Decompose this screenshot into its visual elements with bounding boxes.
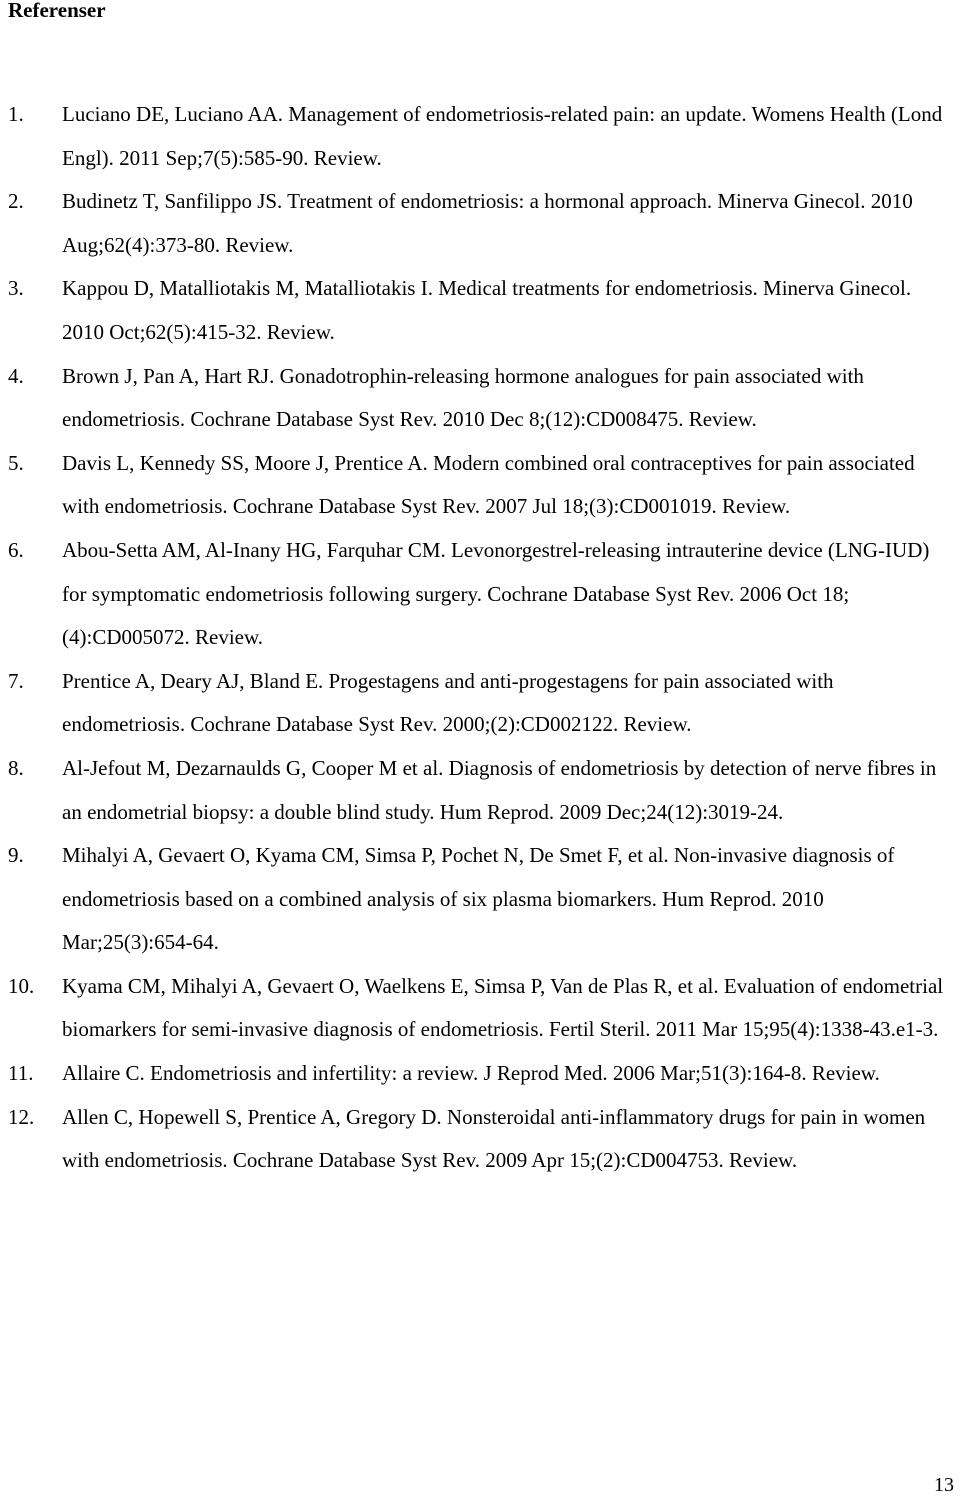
- reference-item: [0, 529, 960, 660]
- reference-number: 11.: [8, 1061, 34, 1086]
- reference-item: [0, 93, 960, 180]
- reference-number: 5.: [8, 450, 24, 475]
- page-title: Referenser: [8, 0, 106, 22]
- reference-text: Kappou D, Matalliotakis M, Matalliotakis I. Medical treatments for endometriosis. Minerva Ginecol. 2010 Oct;62(5):415-32. Review.: [62, 276, 912, 344]
- reference-number: 6.: [8, 537, 24, 562]
- reference-item: [0, 180, 960, 267]
- reference-item: [0, 1096, 960, 1183]
- reference-item: [0, 442, 960, 529]
- reference-number: 8.: [8, 755, 24, 780]
- reference-number: 12.: [8, 1104, 35, 1129]
- reference-item: [0, 747, 960, 834]
- reference-number: 1.: [8, 102, 24, 126]
- reference-item: [0, 1052, 960, 1096]
- reference-number: 2.: [8, 189, 24, 214]
- reference-text: Kyama CM, Mihalyi A, Gevaert O, Waelkens E, Simsa P, Van de Plas R, et al. Evaluation of endometrial biomarkers for semi-invasive diagnosis of endometriosis. Fertil Steril. 2011 Mar 15;95(4):1338-43.e1-3.: [62, 973, 944, 1042]
- reference-text: Prentice A, Deary AJ, Bland E. Progestagens and anti-progestagens for pain associated with endometriosis. Cochrane Database Syst Rev. 2000;(2):CD002122. Review.: [62, 668, 834, 737]
- reference-text: Mihalyi A, Gevaert O, Kyama CM, Simsa P, Pochet N, De Smet F, et al. Non-invasive diagnosis of endometriosis based on a combined analysis of six plasma biomarkers. Hum Reprod. 2010 Mar;25(3):654-64.: [62, 843, 895, 955]
- reference-number: 4.: [8, 363, 24, 388]
- reference-item: [0, 965, 960, 1052]
- page-number: 13: [934, 1474, 954, 1496]
- reference-number: 7.: [8, 668, 24, 693]
- reference-item: [0, 660, 960, 747]
- reference-text: Brown J, Pan A, Hart RJ. Gonadotrophin-releasing hormone analogues for pain associated with endometriosis. Cochrane Database Syst Rev. 2010 Dec 8;(12):CD008475. Review.: [62, 363, 864, 432]
- reference-item: [0, 834, 960, 965]
- reference-text: Allen C, Hopewell S, Prentice A, Gregory D. Nonsteroidal anti-inflammatory drugs for pain in women with endometriosis. Cochrane Database Syst Rev. 2009 Apr 15;(2):CD004753. Review.: [62, 1104, 926, 1173]
- reference-text: Al-Jefout M, Dezarnaulds G, Cooper M et al. Diagnosis of endometriosis by detection of nerve fibres in an endometrial biopsy: a double blind study. Hum Reprod. 2009 Dec;24(12):3019-24.: [62, 755, 937, 824]
- reference-number: 3.: [8, 276, 24, 301]
- reference-text: Luciano DE, Luciano AA. Management of endometriosis-related pain: an update. Womens Health (Lond Engl). 2011 Sep;7(5):585-90. Review.: [62, 102, 943, 170]
- reference-number: 10.: [8, 973, 35, 998]
- reference-item: [0, 267, 960, 354]
- reference-text: Davis L, Kennedy SS, Moore J, Prentice A. Modern combined oral contraceptives for pain associated with endometriosis. Cochrane Database Syst Rev. 2007 Jul 18;(3):CD001019. Review.: [62, 450, 915, 519]
- reference-text: Budinetz T, Sanfilippo JS. Treatment of endometriosis: a hormonal approach. Minerva Ginecol. 2010 Aug;62(4):373-80. Review.: [62, 189, 913, 257]
- reference-list: [0, 93, 960, 1183]
- reference-item: [0, 355, 960, 442]
- reference-text: Allaire C. Endometriosis and infertility: a review. J Reprod Med. 2006 Mar;51(3):164-8. Review.: [62, 1061, 880, 1086]
- reference-text: Abou-Setta AM, Al-Inany HG, Farquhar CM. Levonorgestrel-releasing intrauterine device (LNG-IUD) for symptomatic endometriosis following surgery. Cochrane Database Syst Rev. 2006 Oct 18;(4):CD005072. Review.: [62, 537, 930, 650]
- reference-number: 9.: [8, 843, 24, 868]
